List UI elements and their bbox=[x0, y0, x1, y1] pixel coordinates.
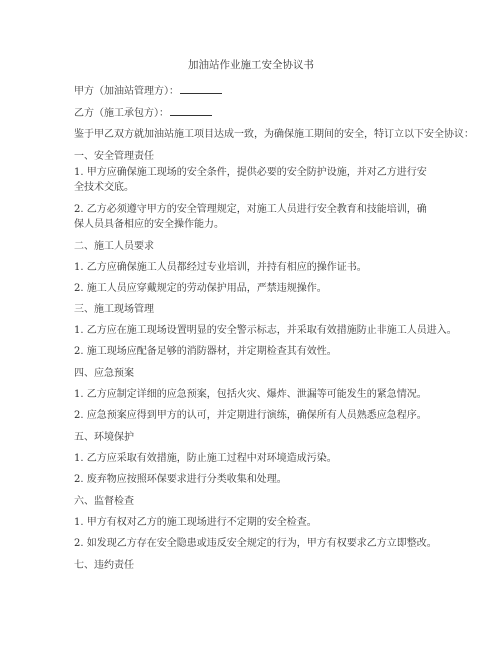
section-heading-4: 四、应急预案 bbox=[74, 368, 134, 379]
party-a-label: 甲方（加油站管理方）： bbox=[74, 86, 179, 97]
section-5-item-1: 1. 乙方应采取有效措施，防止施工过程中对环境造成污染。 bbox=[74, 453, 337, 464]
section-6-item-1: 1. 甲方有权对乙方的施工现场进行不定期的安全检查。 bbox=[74, 517, 317, 528]
party-b-label: 乙方（施工承包方）： bbox=[74, 108, 169, 119]
section-6-item-2: 2. 如发现乙方存在安全隐患或违反安全规定的行为，甲方有权要求乙方立即整改。 bbox=[74, 538, 437, 549]
party-b-blank[interactable] bbox=[170, 105, 212, 116]
section-5-item-2: 2. 废弃物应按照环保要求进行分类收集和处理。 bbox=[74, 474, 287, 485]
section-1-item-2: 2. 乙方必须遵守甲方的安全管理规定，对施工人员进行安全教育和技能培训，确保人员具备相应的安全操作能力。 bbox=[74, 204, 427, 230]
section-heading-3: 三、施工现场管理 bbox=[74, 304, 154, 315]
section-4-item-1: 1. 乙方应制定详细的应急预案，包括火灾、爆炸、泄漏等可能发生的紧急情况。 bbox=[74, 389, 427, 400]
section-2-item-1: 1. 乙方应确保施工人员都经过专业培训，并持有相应的操作证书。 bbox=[74, 262, 367, 273]
section-1-item-1: 1. 甲方应确保施工现场的安全条件，提供必要的安全防护设施，并对乙方进行安全技术交底。 bbox=[74, 167, 427, 193]
section-4-item-2: 2. 应急预案应得到甲方的认可，并定期进行演练，确保所有人员熟悉应急程序。 bbox=[74, 410, 427, 421]
document-title: 加油站作业施工安全协议书 bbox=[188, 59, 314, 71]
section-heading-7: 七、违约责任 bbox=[74, 560, 134, 571]
party-b-line bbox=[74, 105, 434, 121]
section-heading-6: 六、监督检查 bbox=[74, 496, 134, 507]
section-heading-2: 二、施工人员要求 bbox=[74, 241, 154, 252]
section-heading-5: 五、环境保护 bbox=[74, 432, 134, 443]
party-a-blank[interactable] bbox=[180, 83, 222, 94]
section-3-item-1: 1. 乙方应在施工现场设置明显的安全警示标志，并采取有效措施防止非施工人员进入。 bbox=[74, 325, 457, 336]
section-3-item-2: 2. 施工现场应配备足够的消防器材，并定期检查其有效性。 bbox=[74, 346, 337, 357]
party-a-line bbox=[74, 83, 434, 99]
section-heading-1: 一、安全管理责任 bbox=[74, 151, 154, 162]
section-2-item-2: 2. 施工人员应穿戴规定的劳动保护用品，严禁违规操作。 bbox=[74, 283, 327, 294]
intro-paragraph: 鉴于甲乙双方就加油站施工项目达成一致，为确保施工期间的安全，特订立以下安全协议： bbox=[74, 129, 474, 140]
